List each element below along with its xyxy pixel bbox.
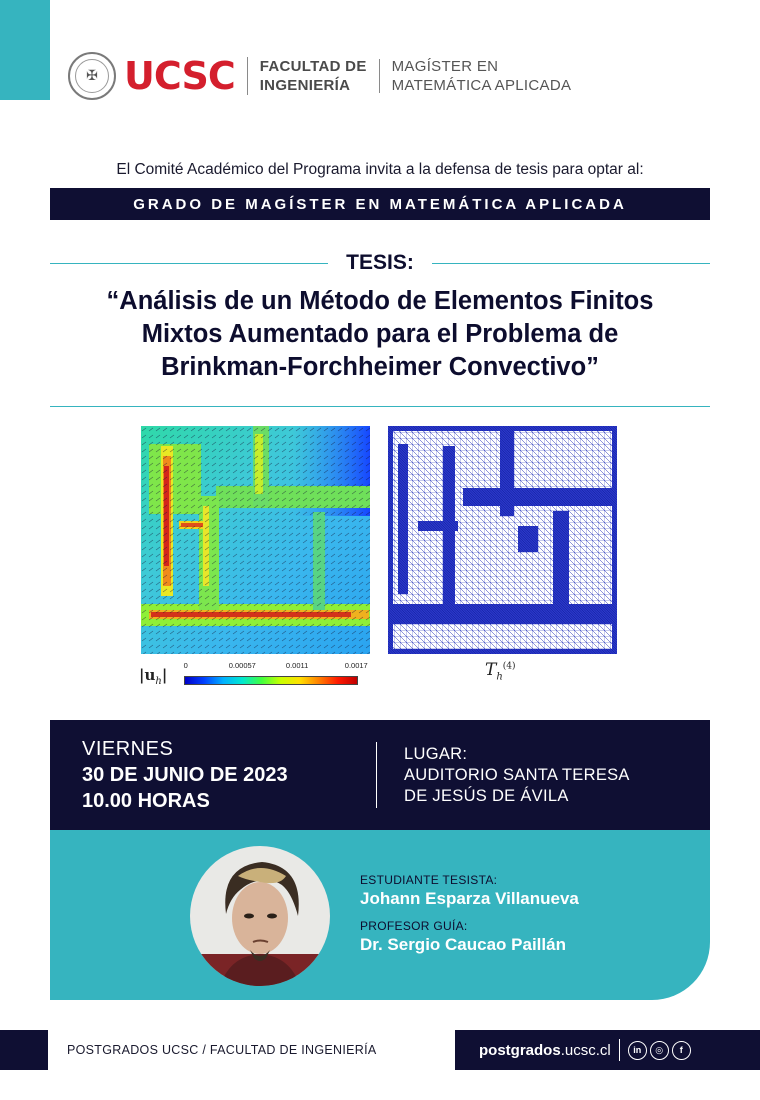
program-line-2: MATEMÁTICA APLICADA: [391, 77, 572, 94]
mesh-figure: [388, 426, 617, 654]
event-time: 10.00 HORAS: [82, 790, 210, 812]
colorbar-tick: 0: [183, 661, 188, 670]
advisor-name: Dr. Sergio Caucao Paillán: [360, 935, 566, 954]
footer-divider: [619, 1039, 620, 1061]
velocity-label: $|u_h|$: [139, 666, 168, 687]
place-line-1: AUDITORIO SANTA TERESA: [404, 766, 630, 784]
student-label: ESTUDIANTE TESISTA:: [360, 873, 498, 887]
title-line-2: Mixtos Aumentado para el Problema de: [141, 320, 619, 348]
header-divider-2: [379, 59, 380, 93]
header: [68, 48, 571, 104]
program-line-1: MAGÍSTER EN: [391, 58, 499, 75]
mesh-label: $T_h^{(4)}$: [485, 660, 516, 683]
colorbar-tick: 0.00057: [228, 661, 256, 670]
event-place: [404, 744, 630, 807]
colorbar-tick: 0.0011: [285, 661, 309, 670]
header-divider: [247, 57, 248, 95]
corner-accent: [0, 0, 50, 100]
velocity-field-figure: [141, 426, 370, 654]
event-divider: [376, 742, 377, 808]
people-section: [50, 830, 710, 1000]
footer-text: POSTGRADOS UCSC / FACULTAD DE INGENIERÍA: [67, 1043, 377, 1057]
student-name: Johann Esparza Villanueva: [360, 889, 579, 908]
title-divider: [50, 406, 710, 407]
student-photo: [190, 846, 330, 986]
footer-web-bar: [455, 1030, 760, 1070]
advisor-label: PROFESOR GUÍA:: [360, 919, 468, 933]
faculty-line-2: INGENIERÍA: [259, 77, 351, 94]
program-name: [392, 57, 572, 95]
invitation-text: El Comité Académico del Programa invita a la defensa de tesis para optar al:: [116, 161, 644, 178]
linkedin-icon[interactable]: in: [628, 1041, 647, 1060]
place-line-2: DE JESÚS DE ÁVILA: [404, 787, 569, 805]
brand-logo: UCSC: [124, 54, 235, 98]
colorbar: [184, 676, 358, 685]
website-link[interactable]: postgrados.ucsc.cl: [479, 1041, 611, 1059]
event-date: 30 DE JUNIO DE 2023: [82, 764, 288, 786]
thesis-title: [50, 285, 710, 384]
colorbar-ticks: [183, 661, 368, 673]
tesis-label: TESIS:: [346, 251, 414, 274]
facebook-icon[interactable]: f: [672, 1041, 691, 1060]
event-datetime: [82, 736, 288, 814]
event-day: VIERNES: [82, 738, 174, 760]
faculty-name: [260, 57, 367, 95]
colorbar-tick: 0.0017: [344, 661, 368, 670]
degree-banner: GRADO DE MAGÍSTER EN MATEMÁTICA APLICADA: [50, 188, 710, 220]
divider-left: [50, 263, 328, 264]
event-details: [50, 720, 710, 830]
title-line-3: Brinkman-Forchheimer Convectivo”: [161, 353, 599, 381]
university-seal-icon: ✠: [68, 52, 116, 100]
instagram-icon[interactable]: ◎: [650, 1041, 669, 1060]
footer-accent: [0, 1030, 48, 1070]
divider-right: [432, 263, 710, 264]
tesis-heading: [50, 250, 710, 276]
place-label: LUGAR:: [404, 745, 468, 763]
title-line-1: “Análisis de un Método de Elementos Finitos: [106, 287, 654, 315]
faculty-line-1: FACULTAD DE: [259, 58, 367, 75]
